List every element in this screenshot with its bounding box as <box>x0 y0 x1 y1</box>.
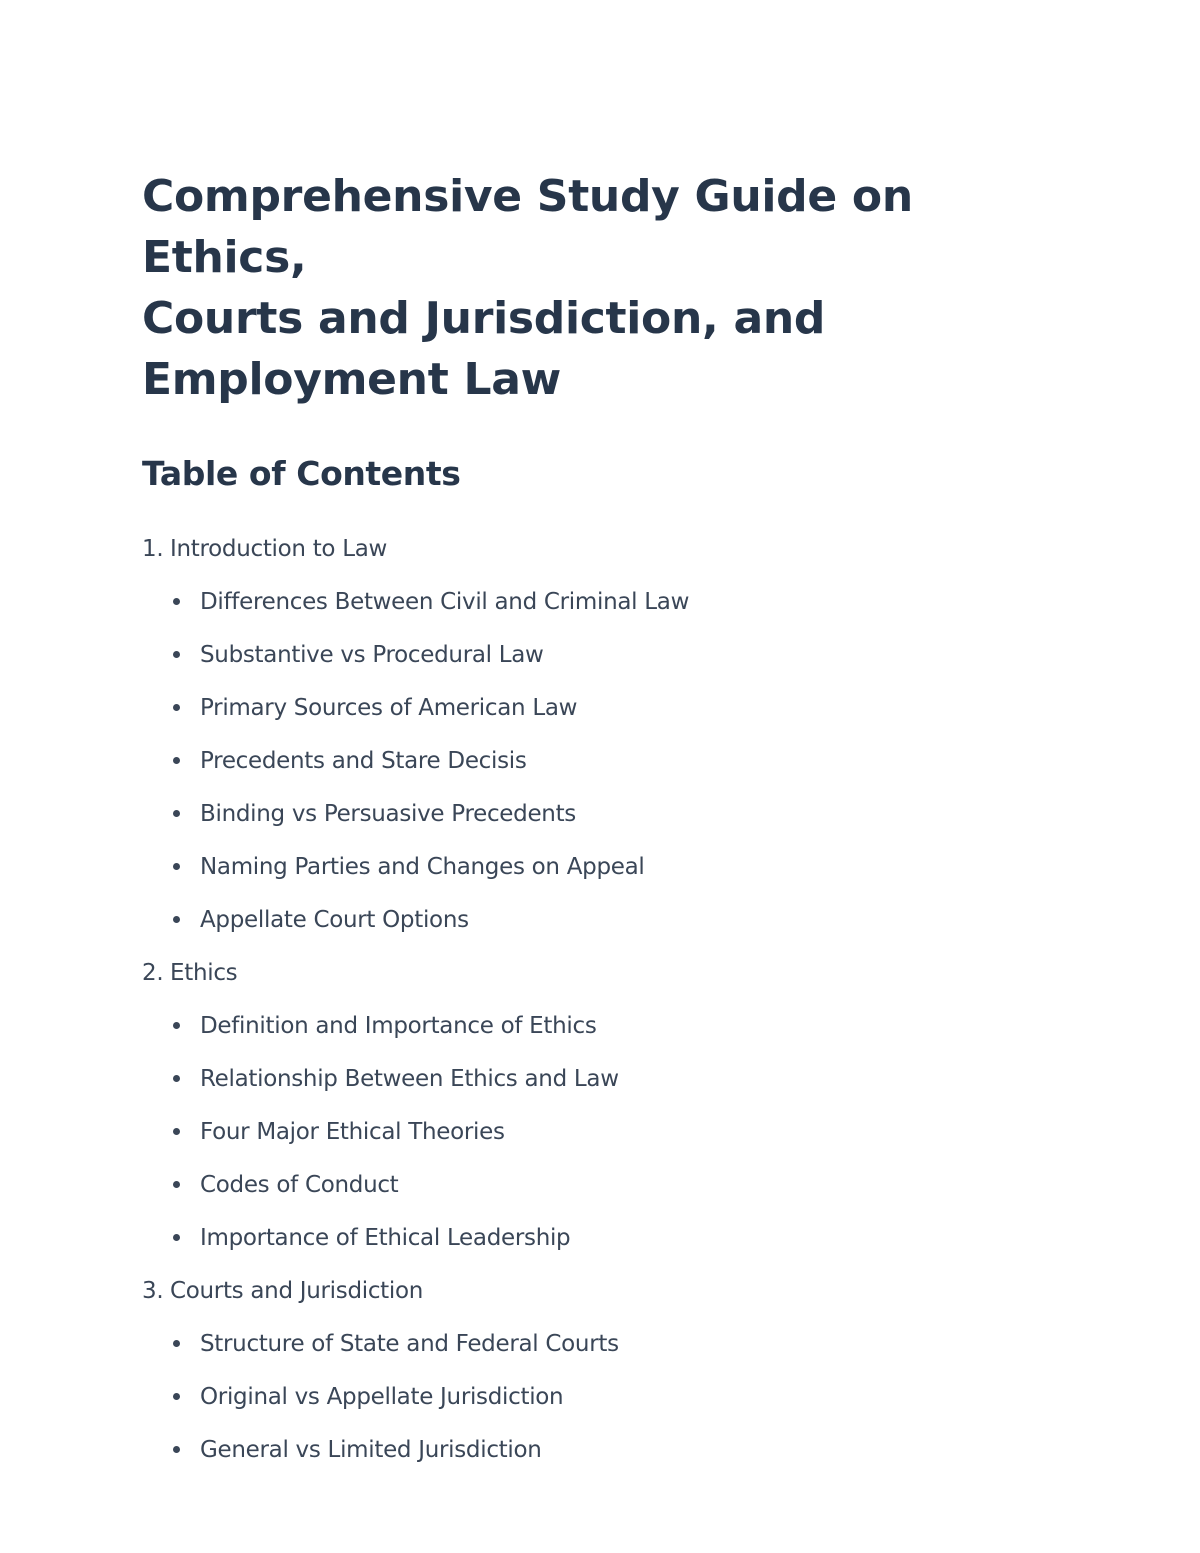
bullet-icon <box>173 757 180 764</box>
toc-subitem-label: Appellate Court Options <box>200 906 469 933</box>
toc-section-heading <box>142 522 1082 575</box>
toc-subitem <box>142 575 1082 628</box>
toc-subitem-label: Codes of Conduct <box>200 1171 399 1198</box>
toc-subitem-label: Importance of Ethical Leadership <box>200 1224 571 1251</box>
toc-subitem-label: Naming Parties and Changes on Appeal <box>200 853 645 880</box>
bullet-icon <box>173 810 180 817</box>
toc-section-number: 1. <box>142 535 164 562</box>
bullet-icon <box>173 1075 180 1082</box>
toc-subitem-label: Substantive vs Procedural Law <box>200 641 544 668</box>
toc-subitem <box>142 1317 1082 1370</box>
toc-section-title: Introduction to Law <box>170 535 388 562</box>
toc-subitem-label: Precedents and Stare Decisis <box>200 747 527 774</box>
bullet-icon <box>173 1128 180 1135</box>
toc-subitem-label: Binding vs Persuasive Precedents <box>200 800 576 827</box>
toc-subitem <box>142 1423 1082 1476</box>
toc-subitem-label: General vs Limited Jurisdiction <box>200 1436 542 1463</box>
toc-section-title: Courts and Jurisdiction <box>170 1277 424 1304</box>
bullet-icon <box>173 1393 180 1400</box>
toc-subitem-list <box>142 1317 1082 1476</box>
bullet-icon <box>173 598 180 605</box>
bullet-icon <box>173 863 180 870</box>
bullet-icon <box>173 651 180 658</box>
bullet-icon <box>173 1446 180 1453</box>
toc-subitem-label: Four Major Ethical Theories <box>200 1118 505 1145</box>
toc-section-number: 2. <box>142 959 164 986</box>
toc-subitem <box>142 1370 1082 1423</box>
toc-subitem <box>142 999 1082 1052</box>
toc-subitem <box>142 1052 1082 1105</box>
document-page <box>142 166 1082 1476</box>
table-of-contents <box>142 522 1082 1476</box>
toc-subitem <box>142 1211 1082 1264</box>
bullet-icon <box>173 1234 180 1241</box>
toc-subitem-label: Primary Sources of American Law <box>200 694 578 721</box>
toc-subitem <box>142 734 1082 787</box>
toc-subitem-label: Structure of State and Federal Courts <box>200 1330 619 1357</box>
toc-section-number: 3. <box>142 1277 164 1304</box>
toc-section <box>142 946 1082 1264</box>
toc-subitem <box>142 787 1082 840</box>
bullet-icon <box>173 1181 180 1188</box>
document-title-line: Employment Law <box>142 354 561 405</box>
toc-subitem <box>142 1105 1082 1158</box>
toc-subitem <box>142 893 1082 946</box>
toc-subitem-label: Differences Between Civil and Criminal Law <box>200 588 690 615</box>
toc-section <box>142 1264 1082 1476</box>
toc-subitem <box>142 681 1082 734</box>
toc-subitem <box>142 840 1082 893</box>
document-title <box>142 166 1082 410</box>
table-of-contents-heading: Table of Contents <box>142 454 461 493</box>
toc-subitem-label: Relationship Between Ethics and Law <box>200 1065 619 1092</box>
toc-subitem-label: Original vs Appellate Jurisdiction <box>200 1383 564 1410</box>
bullet-icon <box>173 1022 180 1029</box>
toc-subitem-list <box>142 575 1082 946</box>
toc-section-heading <box>142 946 1082 999</box>
bullet-icon <box>173 1340 180 1347</box>
toc-section <box>142 522 1082 946</box>
bullet-icon <box>173 916 180 923</box>
toc-subitem-label: Definition and Importance of Ethics <box>200 1012 597 1039</box>
toc-section-title: Ethics <box>170 959 238 986</box>
toc-section-heading <box>142 1264 1082 1317</box>
toc-subitem <box>142 628 1082 681</box>
document-title-line: Comprehensive Study Guide on Ethics, <box>142 171 913 283</box>
toc-subitem-list <box>142 999 1082 1264</box>
toc-subitem <box>142 1158 1082 1211</box>
document-title-line: Courts and Jurisdiction, and <box>142 293 826 344</box>
bullet-icon <box>173 704 180 711</box>
